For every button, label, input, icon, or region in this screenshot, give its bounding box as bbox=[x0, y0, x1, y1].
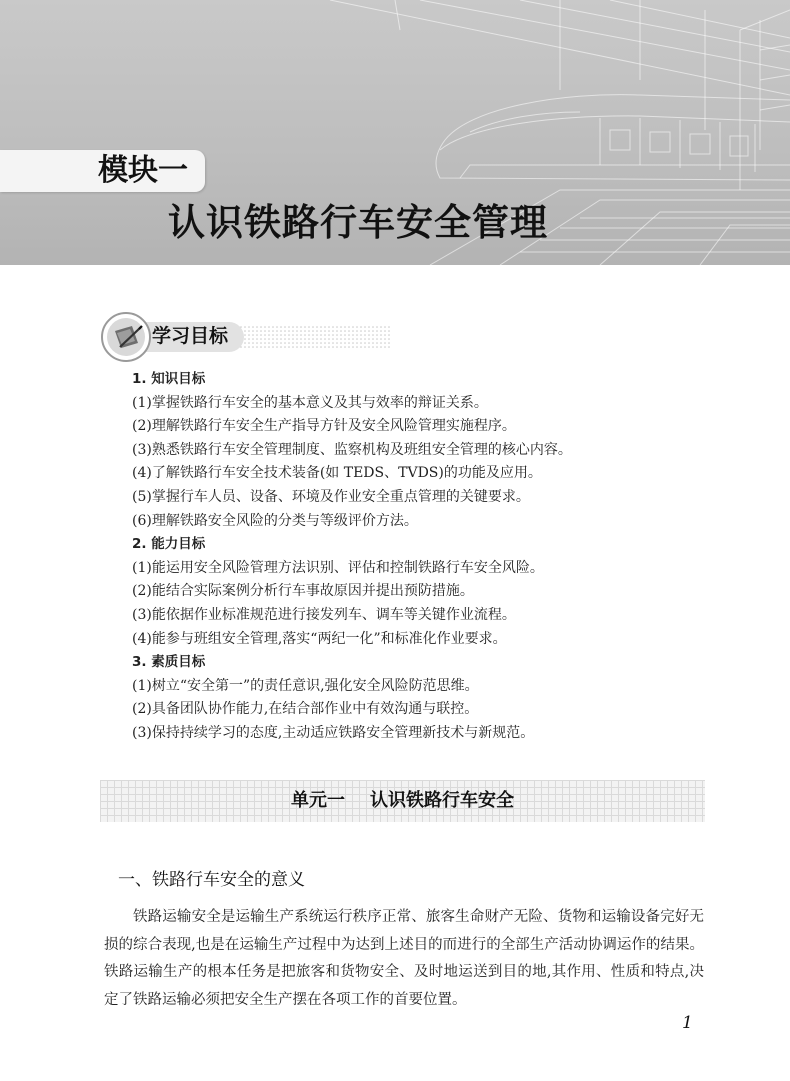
objective-heading: 2. 能力目标 bbox=[132, 536, 206, 553]
objective-item: (3)能依据作业标准规范进行接发列车、调车等关键作业流程。 bbox=[132, 606, 516, 623]
page-number: 1 bbox=[682, 1013, 693, 1033]
objective-item: (2)理解铁路行车安全生产指导方针及安全风险管理实施程序。 bbox=[132, 418, 516, 435]
objective-item: (2)具备团队协作能力,在结合部作业中有效沟通与联控。 bbox=[132, 701, 479, 718]
unit-title: 单元一 认识铁路行车安全 bbox=[290, 790, 515, 811]
objective-item: (3)保持持续学习的态度,主动适应铁路安全管理新技术与新规范。 bbox=[132, 724, 535, 741]
objective-heading: 3. 素质目标 bbox=[132, 654, 206, 671]
objective-item: (1)树立“安全第一”的责任意识,强化安全风险防范思维。 bbox=[132, 677, 479, 694]
objectives-header-decoration bbox=[100, 310, 400, 365]
section-title: 一、铁路行车安全的意义 bbox=[118, 870, 305, 890]
objective-item: (1)能运用安全风险管理方法识别、评估和控制铁路行车安全风险。 bbox=[132, 559, 544, 576]
body-paragraph: 铁路运输安全是运输生产系统运行秩序正常、旅客生命财产无险、货物和运输设备完好无损的综合表现,也是在运输生产过程中为达到上述目的而进行的全部生产活动协调运作的结果。铁路运输生产的根本任务是把旅客和货物安全、及时地运送到目的地,其作用、性质和特点,决定了铁路运输必须把安全生产摆在各项工作的首要位置。 bbox=[104, 909, 704, 1008]
notebook-pen-icon bbox=[110, 321, 144, 353]
objective-item: (6)理解铁路安全风险的分类与等级评价方法。 bbox=[132, 512, 418, 529]
page-title: 认识铁路行车安全管理 bbox=[168, 201, 548, 244]
objective-item: (1)掌握铁路行车安全的基本意义及其与效率的辩证关系。 bbox=[132, 394, 488, 411]
module-label: 模块一 bbox=[98, 153, 188, 188]
objective-item: (4)了解铁路行车安全技术装备(如 TEDS、TVDS)的功能及应用。 bbox=[132, 465, 542, 482]
objective-item: (4)能参与班组安全管理,落实“两纪一化”和标准化作业要求。 bbox=[132, 630, 507, 647]
objective-heading: 1. 知识目标 bbox=[132, 371, 206, 387]
objective-item: (3)熟悉铁路行车安全管理制度、监察机构及班组安全管理的核心内容。 bbox=[132, 441, 572, 458]
objective-item: (5)掌握行车人员、设备、环境及作业安全重点管理的关键要求。 bbox=[132, 488, 530, 505]
objective-item: (2)能结合实际案例分析行车事故原因并提出预防措施。 bbox=[132, 583, 474, 600]
objectives-title: 学习目标 bbox=[152, 325, 229, 347]
objectives-list bbox=[132, 368, 732, 746]
